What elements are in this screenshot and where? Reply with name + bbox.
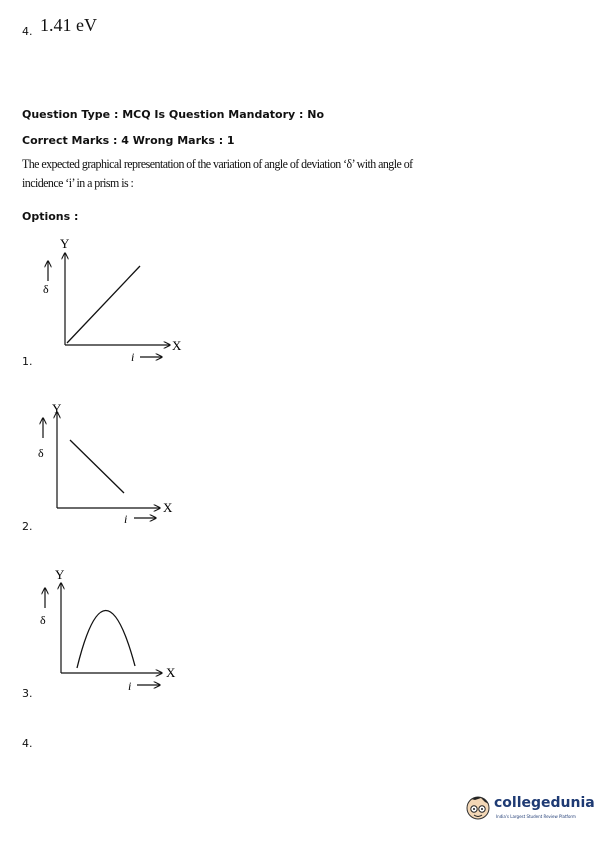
marks-line: Correct Marks : 4 Wrong Marks : 1 xyxy=(22,134,235,147)
prev-option-number: 4. xyxy=(22,25,33,38)
i-label: i xyxy=(128,679,132,693)
i-label: i xyxy=(131,350,135,364)
option-2-number: 2. xyxy=(22,520,33,533)
logo-name: collegedunia xyxy=(494,795,595,811)
x-axis-label: X xyxy=(163,500,173,515)
delta-label: δ xyxy=(43,282,49,296)
prev-option-text: 1.41 eV xyxy=(40,15,97,35)
y-axis-label: Y xyxy=(60,236,70,251)
i-label: i xyxy=(124,512,128,526)
x-axis-label: X xyxy=(166,665,176,680)
logo-tagline: India's Largest Student Review Platform xyxy=(496,814,576,819)
delta-label: δ xyxy=(40,613,46,627)
mascot-icon xyxy=(463,792,493,824)
option-1-number: 1. xyxy=(22,355,33,368)
option-2-graph[interactable] xyxy=(30,398,200,533)
collegedunia-logo xyxy=(463,792,595,828)
curve-line-decreasing xyxy=(70,440,124,493)
question-line-1: The expected graphical representation of the variation of angle of deviation ‘δ’ with angle of xyxy=(22,156,413,171)
curve-line-increasing xyxy=(67,266,140,343)
delta-label: δ xyxy=(38,446,44,460)
option-4-number: 4. xyxy=(22,737,33,750)
option-3-graph[interactable] xyxy=(30,564,200,699)
option-1-graph[interactable] xyxy=(30,233,200,368)
question-type-line: Question Type : MCQ Is Question Mandatory : No xyxy=(22,108,325,121)
options-label: Options : xyxy=(22,210,79,223)
question-text xyxy=(22,154,500,192)
curve-parabola xyxy=(77,610,135,668)
x-axis-label: X xyxy=(172,338,182,353)
y-axis-label: Y xyxy=(55,567,65,582)
y-axis-label: Y xyxy=(52,401,62,416)
question-line-2: incidence ‘i’ in a prism is : xyxy=(22,175,134,190)
option-3-number: 3. xyxy=(22,687,33,700)
